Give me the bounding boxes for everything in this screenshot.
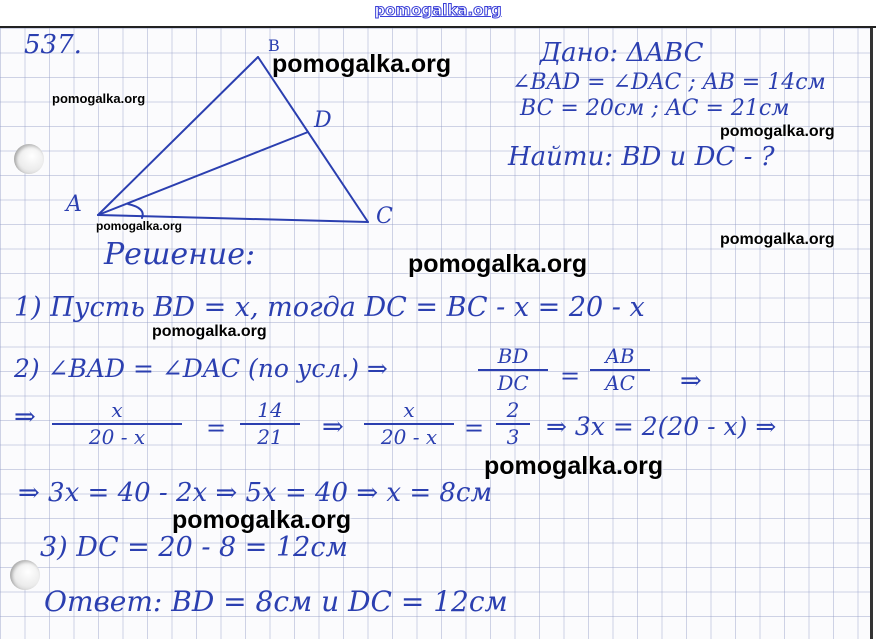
fraction-numerator: 2 xyxy=(506,398,520,422)
fraction-denominator: AC xyxy=(605,371,635,395)
bisector-ad xyxy=(98,132,308,215)
fraction-denominator: 20 - x xyxy=(380,425,438,449)
fraction-numerator: x xyxy=(111,398,123,422)
fraction-denominator: 20 - x xyxy=(88,425,146,449)
watermark: pomogalka.org xyxy=(152,323,267,340)
fraction-denominator: DC xyxy=(497,371,529,395)
fraction-bd-dc xyxy=(478,346,548,394)
fraction-denominator: 21 xyxy=(257,425,283,449)
fraction-ab-ac xyxy=(590,346,650,394)
given-line-1: ∠BAD = ∠DAC ; AB = 14см xyxy=(512,70,826,95)
given-label: Дано: ΔABC xyxy=(540,38,704,68)
vertex-c-label: C xyxy=(376,204,393,229)
row-3-arrow: ⇒ xyxy=(14,402,36,432)
row-3-tail: ⇒ 3x = 2(20 - x) ⇒ xyxy=(546,412,777,441)
fraction-numerator: x xyxy=(403,398,415,422)
problem-number: 537. xyxy=(24,30,82,60)
watermark: pomogalka.org xyxy=(52,91,146,106)
row-3-arrow-2: ⇒ xyxy=(322,412,344,442)
step-2-equals: = xyxy=(560,362,581,390)
watermark: pomogalka.org xyxy=(720,231,835,248)
fraction-2-3 xyxy=(496,400,530,448)
fraction-numerator: BD xyxy=(497,344,529,368)
watermark: pomogalka.org xyxy=(272,50,452,78)
watermark: pomogalka.org xyxy=(720,123,835,140)
side-ab xyxy=(98,57,258,215)
fraction-14-21 xyxy=(240,400,300,448)
vertex-a-label: A xyxy=(66,192,82,217)
watermark: pomogalka.org xyxy=(96,219,183,233)
step-2-prefix: 2) ∠BAD = ∠DAC (по усл.) ⇒ xyxy=(14,354,388,383)
row-3-equals-1: = xyxy=(206,414,227,442)
side-bc xyxy=(258,57,368,222)
watermark: pomogalka.org xyxy=(408,250,588,278)
fraction-denominator: 3 xyxy=(506,425,520,449)
given-line-2: BC = 20см ; AC = 21см xyxy=(520,96,790,121)
row-4: ⇒ 3x = 40 - 2x ⇒ 5x = 40 ⇒ x = 8см xyxy=(18,478,493,508)
site-link[interactable]: pomogalka.org xyxy=(374,1,502,19)
fraction-numerator: 14 xyxy=(257,398,283,422)
vertex-b-label: B xyxy=(268,36,280,55)
answer-line: Ответ: BD = 8см и DC = 12см xyxy=(44,585,508,618)
step-1: 1) Пусть BD = x, тогда DC = BC - x = 20 - x xyxy=(14,292,645,323)
solution-heading: Решение: xyxy=(104,237,256,272)
row-3-equals-2: = xyxy=(464,414,485,442)
fraction-x-20-x-2 xyxy=(364,400,454,448)
step-2-arrow: ⇒ xyxy=(680,366,702,396)
watermark: pomogalka.org xyxy=(484,452,664,480)
step-3: 3) DC = 20 - 8 = 12см xyxy=(40,532,348,563)
find-text: Найти: BD и DC - ? xyxy=(508,142,775,172)
fraction-numerator: AB xyxy=(605,344,635,368)
point-d-label: D xyxy=(314,108,332,133)
watermark: pomogalka.org xyxy=(172,506,352,534)
fraction-x-20-x xyxy=(52,400,182,448)
